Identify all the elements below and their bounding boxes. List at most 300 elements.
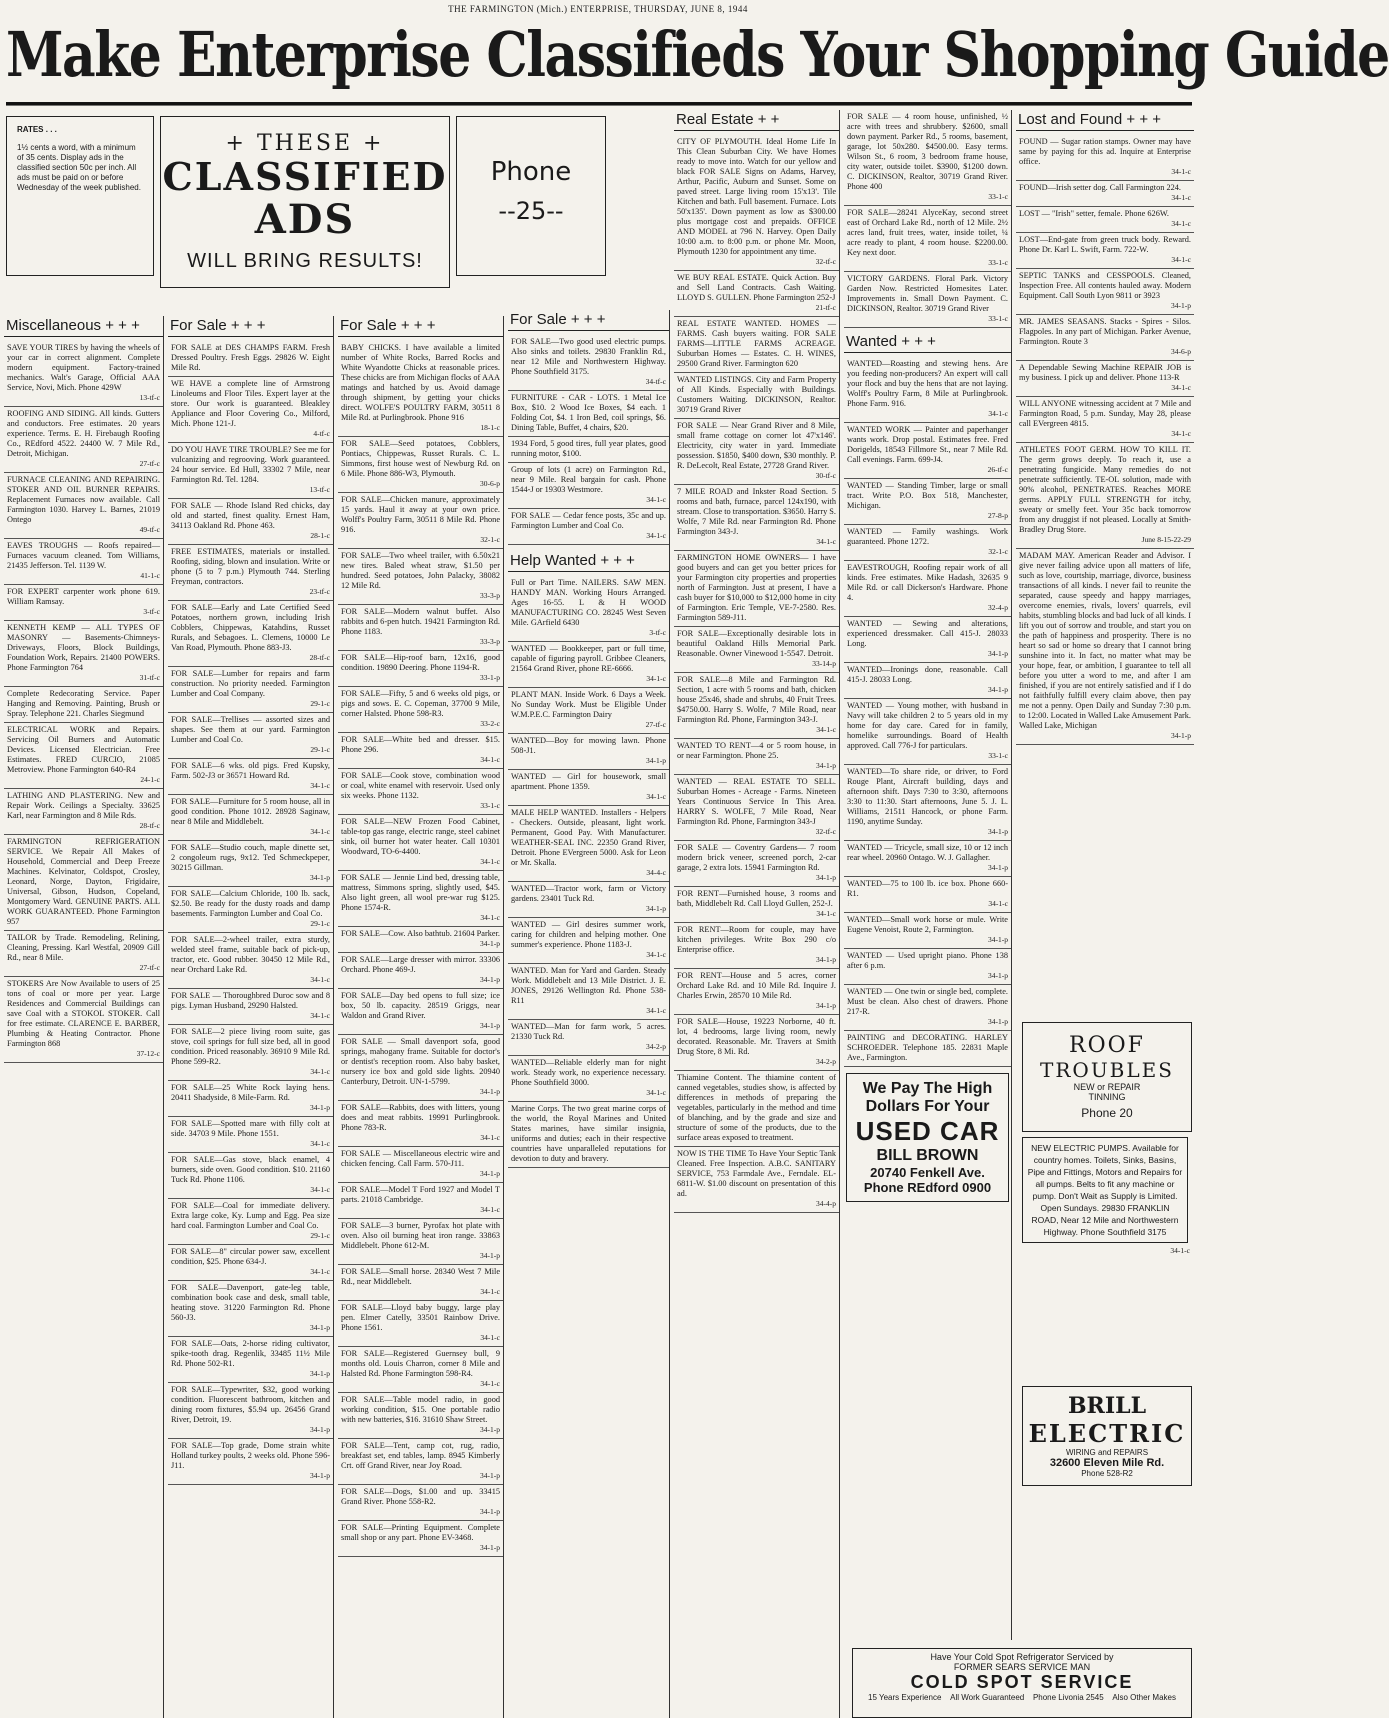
ad-text: FARMINGTON REFRIGERATION SERVICE. We Repair All Makes of Household, Commercial and Deep Freeze Machines. Kelvinator, Coldspot, Crosley, Leonard, Norge, Dayton, Frigidaire, Universal, Gibson, Hudson, Copeland, Montgomery Ward. GENUINE PARTS. ALL WORK GUARANTEED. Phone Farmington 957 xyxy=(7,837,160,926)
ad-code: 34-1-c xyxy=(310,975,330,984)
classified-ad xyxy=(4,585,163,621)
ad-code: 30-6-p xyxy=(480,479,500,488)
ad-code: 34-1-c xyxy=(1171,193,1191,202)
classified-ad xyxy=(338,1147,503,1183)
used-car-line-3: BILL BROWN xyxy=(876,1147,979,1164)
ad-text: EAVES TROUGHS — Roofs repaired—Furnaces vacuum cleaned. Tom Williams, 21435 Jefferson. Tel. 1139 W. xyxy=(7,541,160,570)
classified-ad xyxy=(168,713,333,759)
ad-text: FOR SALE—Exceptionally desirable lots in beautiful Oakland Hills Memorial Park. Reasonable. Owner Vinewood 1-5547. Detroit. xyxy=(677,629,836,658)
ad-text: FOR SALE—Coal for immediate delivery. Extra large coke, Ky. Lump and Egg. Pea size hard coal. Farmington Lumber and Coal Co. xyxy=(171,1201,330,1230)
classified-ad xyxy=(338,1347,503,1393)
ad-code: 33-1-c xyxy=(988,751,1008,760)
ad-code: 4-tf-c xyxy=(313,429,330,438)
ad-text: FOR SALE—8" circular power saw, excellent condition, $25. Phone 634-J. xyxy=(171,1247,330,1266)
ad-text: WANTED — Standing Timber, large or small tract. Write P.O. Box 518, Manchester, Michigan. xyxy=(847,481,1008,510)
classified-ad xyxy=(4,723,163,789)
ad-text: FOUND—Irish setter dog. Call Farmington 224. xyxy=(1019,183,1182,192)
column-for-sale-2 xyxy=(338,316,504,1718)
classified-ad xyxy=(338,1439,503,1485)
ad-text: FOR SALE—Chicken manure, approximately 15 yards. Haul it away at your own price. Wolff's Poultry Farm, 30511 8 Mile Rd. Phone 916. xyxy=(341,495,500,534)
cold-spot-line-3: COLD SPOT SERVICE xyxy=(910,1672,1134,1692)
classified-ad xyxy=(508,964,669,1020)
classified-ad xyxy=(508,509,669,545)
ad-code: 27-8-p xyxy=(988,511,1008,520)
ad-text: WANTED—Man for farm work, 5 acres. 21330 Tuck Rd. xyxy=(511,1022,666,1041)
ad-code: 32-4-p xyxy=(988,603,1008,612)
classified-ad xyxy=(1016,549,1194,745)
classified-ad xyxy=(1016,233,1194,269)
classified-ad xyxy=(674,485,839,551)
classified-ad xyxy=(844,663,1011,699)
ad-code: 34-1-p xyxy=(480,1087,500,1096)
ad-code: 34-1-c xyxy=(1171,429,1191,438)
cold-spot-details-row xyxy=(856,1693,1188,1702)
ad-code: 33-3-p xyxy=(480,637,500,646)
ad-text: FOR SALE—Lloyd baby buggy, large play pen. Elmer Catelly, 33501 Rainbow Drive. Phone 1561. xyxy=(341,1303,500,1332)
classified-ad xyxy=(674,969,839,1015)
ad-code: 34-1-p xyxy=(480,975,500,984)
rates-box xyxy=(6,116,154,276)
ad-code: 34-1-c xyxy=(988,899,1008,908)
ad-code: 13-tf-c xyxy=(309,485,330,494)
ad-text: FOR RENT—Furnished house, 3 rooms and bath, Middlebelt Rd. Call Lloyd Gullen, 252-J. xyxy=(677,889,836,908)
classified-ad xyxy=(1016,135,1194,181)
classified-ad xyxy=(844,699,1011,765)
ad-code: 27-tf-c xyxy=(139,963,160,972)
roof-line-4: TINNING xyxy=(1088,1092,1126,1102)
classified-ad xyxy=(338,493,503,549)
ad-text: WANTED — One twin or single bed, complete. Must be clean. Also chest of drawers. Phone 217-R. xyxy=(847,987,1008,1016)
classified-ad xyxy=(338,1101,503,1147)
column-for-sale-help-wanted xyxy=(508,310,670,1718)
classified-ad xyxy=(674,419,839,485)
classified-ad xyxy=(168,1199,333,1245)
ad-code: 34-1-p xyxy=(310,1471,330,1480)
classified-ad xyxy=(338,605,503,651)
electric-pumps-code: 34-1-c xyxy=(1170,1246,1190,1255)
section-heading-miscellaneous: Miscellaneous + + + xyxy=(4,316,163,337)
classified-ad xyxy=(508,642,669,688)
classified-ad xyxy=(338,815,503,871)
ad-code: 34-1-p xyxy=(816,1001,836,1010)
classified-ad xyxy=(168,377,333,443)
ad-code: 27-tf-c xyxy=(139,459,160,468)
classified-ad xyxy=(508,335,669,391)
ad-code: 34-1-c xyxy=(988,409,1008,418)
ad-code: 34-1-p xyxy=(988,971,1008,980)
classified-ad xyxy=(168,1025,333,1081)
classified-ad xyxy=(338,769,503,815)
ad-text: REAL ESTATE WANTED. HOMES — FARMS. Cash buyers waiting. FOR SALE FARMS—LITTLE FARMS ACREAGE. Suburban Homes — Estates. C. H. WINES, 29500 Grand River. Farmington 620 xyxy=(677,319,836,368)
column-miscellaneous xyxy=(4,316,164,1718)
classified-ad xyxy=(674,551,839,627)
ad-text: WANTED. Man for Yard and Garden. Steady Work. Middlebelt and 13 Mile District. J. E. JONES, 29126 Wellington Rd. Phone 538-R11 xyxy=(511,966,666,1005)
column-lost-and-found xyxy=(1016,110,1194,1010)
classified-ad xyxy=(508,437,669,463)
ad-code: 34-1-p xyxy=(988,827,1008,836)
cold-spot-service-ad xyxy=(852,1648,1192,1718)
ad-text: FOUND — Sugar ration stamps. Owner may have same by paying for this ad. Inquire at Enterprise office. xyxy=(1019,137,1191,166)
ad-code: 49-tf-c xyxy=(139,525,160,534)
roof-line-1: ROOF xyxy=(1069,1033,1145,1058)
ad-text: FOR SALE—2 piece living room suite, gas stove, coil springs for full size bed, all in good condition. Priced reasonably. 36910 9 Mile Rd. Phone 599-R2. xyxy=(171,1027,330,1066)
ad-code: 32-tf-c xyxy=(815,257,836,266)
classified-ad xyxy=(844,423,1011,479)
classified-ad xyxy=(844,877,1011,913)
ad-list-for-sale-1 xyxy=(168,341,333,1485)
ad-code: 34-1-p xyxy=(480,1507,500,1516)
ad-code: 31-tf-c xyxy=(139,673,160,682)
ad-text: FOR SALE—Davenport, gate-leg table, combination book case and desk, small table, heating stove. 31220 Farmington Rd. Phone 560-J3. xyxy=(171,1283,330,1322)
classified-ad xyxy=(168,667,333,713)
ad-text: FURNACE CLEANING AND REPAIRING. STOKER AND OIL BURNER REPAIRS. Replacement Furnaces now available. Call Farmington 1030. Harvey L. Barnes, 21019 Ontego xyxy=(7,475,160,524)
classified-ad xyxy=(168,499,333,545)
ad-text: WILL ANYONE witnessing accident at 7 Mile and Farmington Road, 5 p.m. Sunday, May 28, please call EVergreen 4815. xyxy=(1019,399,1191,428)
ad-code: 34-1-p xyxy=(480,1021,500,1030)
ad-text: WANTED — Family washings. Work guaranteed. Phone 1272. xyxy=(847,527,1008,546)
classified-ad xyxy=(4,621,163,687)
ad-text: MR. JAMES SEASANS. Stacks - Spires - Silos. Flagpoles. In any part of Michigan. Parker Avenue, Farmington. Route 3 xyxy=(1019,317,1191,346)
used-car-line-1: We Pay The High Dollars For Your xyxy=(862,1080,993,1115)
ad-code: 34-1-p xyxy=(310,873,330,882)
ad-code: 34-1-c xyxy=(1171,255,1191,264)
classified-ad xyxy=(168,601,333,667)
ad-text: FOR SALE — Jennie Lind bed, dressing table, mattress, Simmons spring, slightly used, $45. Also light green, all wool pre-war rug $125. Phone 1574-R. xyxy=(341,873,500,912)
ad-code: 29-1-c xyxy=(310,745,330,754)
ad-list-for-sale-2 xyxy=(338,341,503,1557)
ad-code: 34-1-c xyxy=(480,1133,500,1142)
classified-ad xyxy=(338,1485,503,1521)
ad-text: FOR SALE — Coventry Gardens— 7 room modern brick veneer, screened porch, 2-car garage, 2 extra lots. 15941 Farmington Rd. xyxy=(677,843,836,872)
ad-text: LOST—End-gate from green truck body. Reward. Phone Dr. Karl L. Swift, Farm. 722-W. xyxy=(1019,235,1191,254)
section-heading-for-sale-3: For Sale + + + xyxy=(508,310,669,331)
ad-code: 33-3-p xyxy=(480,591,500,600)
ad-code: 34-1-p xyxy=(310,1323,330,1332)
ad-text: WE HAVE a complete line of Armstrong Linoleums and Floor Tiles. Expert layer at the store. Our work is guaranteed. Bleakley Appliance and Floor Covering Co., Milford, Mich. Phone 121-J. xyxy=(171,379,330,428)
classified-ad xyxy=(1016,269,1194,315)
ad-text: FOR SALE—Furniture for 5 room house, all in good condition. Phone 1012. 28928 Saginaw, near 8 Mile and Middlebelt. xyxy=(171,797,330,826)
classified-ad xyxy=(168,545,333,601)
classified-ad xyxy=(4,473,163,539)
section-heading-for-sale-2: For Sale + + + xyxy=(338,316,503,337)
roof-line-5: Phone 20 xyxy=(1081,1106,1133,1120)
dateline: THE FARMINGTON (Mich.) ENTERPRISE, THURSDAY, JUNE 8, 1944 xyxy=(448,4,748,14)
ad-text: FOR SALE — Cedar fence posts, 35c and up. Farmington Lumber and Coal Co. xyxy=(511,511,666,530)
ad-code: 34-1-c xyxy=(646,1088,666,1097)
electric-pumps-ad xyxy=(1020,1134,1190,1374)
classified-ad xyxy=(844,913,1011,949)
rates-title: RATES . . . xyxy=(17,125,57,134)
classified-ad xyxy=(508,463,669,509)
classified-ad xyxy=(674,1015,839,1071)
used-car-line-5: Phone REdford 0900 xyxy=(863,1180,992,1195)
ad-code: 34-1-p xyxy=(988,863,1008,872)
cold-spot-line-5: Phone Livonia 2545 xyxy=(1032,1693,1104,1702)
section-heading-for-sale-1: For Sale + + + xyxy=(168,316,333,337)
ad-text: Complete Redecorating Service. Paper Hanging and Removing. Painting, Brush or Spray. Telephone 221. Charles Siegmund xyxy=(7,689,160,718)
ad-text: FOR SALE—Seed potatoes, Cobblers, Pontiacs, Chippewas, Russet Rurals. C. L. Simmons, first house west of Newburg Rd. on 6 Mile. Phone 886-W3, Plymouth. xyxy=(341,439,500,478)
classified-ad xyxy=(508,688,669,734)
ad-code: 34-2-p xyxy=(646,1042,666,1051)
classified-ad xyxy=(4,789,163,835)
ad-code: 28-tf-c xyxy=(309,653,330,662)
ad-text: VICTORY GARDENS. Floral Park. Victory Garden Now. Restricted Homesites Later. Improvements in. Small Down Payment. C. DICKINSON, Realtor. 30719 Grand River xyxy=(847,274,1008,313)
ad-code: 34-1-c xyxy=(310,781,330,790)
ad-text: FOR SALE — Rhode Island Red chicks, day old and started, finest quality. Ernest Ham, 34113 Oakland Rd. Phone 463. xyxy=(171,501,330,530)
ad-code: 34-1-p xyxy=(480,1251,500,1260)
cold-spot-line-7: Also Other Makes xyxy=(1112,1693,1176,1702)
ad-text: WANTED — Bookkeeper, part or full time, capable of figuring payroll. Gribbee Cleaners, 21564 Grand River, phone RE-6666. xyxy=(511,644,666,673)
classified-ad xyxy=(1016,315,1194,361)
classified-ad xyxy=(338,1521,503,1557)
ad-text: Marine Corps. The two great marine corps of the world, the Royal Marines and United States marines, have similar insignia, uniforms and duties; each in their respective countries have unparalleled reputations for devotion to duty and bravery. xyxy=(511,1104,666,1163)
ad-code: 34-1-c xyxy=(1171,167,1191,176)
ad-text: ATHLETES FOOT GERM. HOW TO KILL IT. The germ grows deeply. To reach it, use a penetrating fungicide. Many remedies do not penetrate sufficiently. TE-OL solution, made with 90% alcohol, PENETRATES. Reaches MORE germs. APPLY FULL STRENGTH for itchy, sweaty or smelly feet. Your 35c back tomorrow from any druggist if not pleased. Locally at Smith-Bradley Drug Store. xyxy=(1019,445,1191,534)
brill-electric-ad xyxy=(1022,1386,1192,1486)
classified-ad xyxy=(4,931,163,977)
ad-text: FOR SALE—House, 19223 Norborne, 40 ft. lot, 4 bedrooms, large living room, newly decorated. Reasonable. Mr. Travers at Smith Drug Store, 8 Mi. Rd. xyxy=(677,1017,836,1056)
ad-text: WANTED TO RENT—4 or 5 room house, in or near Farmington. Phone 25. xyxy=(677,741,836,760)
ad-code: 29-1-c xyxy=(310,919,330,928)
classified-ad xyxy=(338,651,503,687)
ad-code: 34-1-p xyxy=(816,873,836,882)
ad-code: 34-1-p xyxy=(1171,731,1191,740)
ad-code: 34-1-c xyxy=(480,755,500,764)
classified-ad xyxy=(674,673,839,739)
classified-ad xyxy=(674,373,839,419)
ad-text: FOR SALE—Modern walnut buffet. Also rabbits and 6-pen hutch. 19421 Farmington Rd. Phone 1183. xyxy=(341,607,500,636)
classified-ad xyxy=(168,1337,333,1383)
classified-ad xyxy=(508,1102,669,1168)
ad-text: FOR SALE — Near Grand River and 8 Mile, small frame cottage on corner lot 47'x146'. Electricity, city water in yard. Immediate possession. $1850, $400 down, $30 monthly. P. R. DeLecolt, Real Estate, 27728 Grand River. xyxy=(677,421,836,470)
section-heading-real-estate: Real Estate + + xyxy=(674,110,839,131)
classified-ad xyxy=(674,775,839,841)
column-wanted xyxy=(844,110,1012,1640)
ad-code: 34-1-p xyxy=(988,1017,1008,1026)
ad-text: WANTED — Girl desires summer work, caring for children and helping mother. One summer's experience. Phone 1183-J. xyxy=(511,920,666,949)
ad-text: FOR SALE—Dogs, $1.00 and up. 33415 Grand River. Phone 558-R2. xyxy=(341,1487,500,1506)
classified-ad xyxy=(338,341,503,437)
classified-ad xyxy=(168,933,333,989)
classified-ad xyxy=(338,1301,503,1347)
ad-code: 33-14-p xyxy=(812,659,836,668)
classified-ad xyxy=(168,1153,333,1199)
classified-ad xyxy=(508,806,669,882)
ad-code: 34-1-p xyxy=(988,649,1008,658)
ad-text: FOR SALE—Top grade, Dome strain white Holland turkey poults, 2 weeks old. Phone 596-J11. xyxy=(171,1441,330,1470)
classified-ad xyxy=(338,927,503,953)
classified-ad xyxy=(674,841,839,887)
ad-text: FOR SALE at DES CHAMPS FARM. Fresh Dressed Poultry. Fresh Eggs. 29826 W. Eight Mile Rd. xyxy=(171,343,330,372)
classified-ad xyxy=(338,1393,503,1439)
ad-code: 34-1-p xyxy=(480,1425,500,1434)
ad-text: PLANT MAN. Inside Work. 6 Days a Week. No Sunday Work. Must be Eligible Under W.M.P.E.C. Farmington Dairy xyxy=(511,690,666,719)
classified-ad xyxy=(338,733,503,769)
ad-code: 32-1-c xyxy=(988,547,1008,556)
ad-code: 34-1-p xyxy=(646,904,666,913)
ad-code: 34-1-c xyxy=(480,857,500,866)
ad-code: 34-1-p xyxy=(480,1169,500,1178)
brill-line-5: Phone 528-R2 xyxy=(1081,1469,1133,1478)
brill-line-2: ELECTRIC xyxy=(1028,1419,1186,1448)
ad-code: 23-tf-c xyxy=(309,587,330,596)
classified-ad xyxy=(1016,397,1194,443)
ad-text: NOW IS THE TIME To Have Your Septic Tank Cleaned. Free Inspection. A.B.C. SANITARY SERVICE, 753 Farmdale Ave., Ferndale. EL-6811-W. $1.00 discount on presentation of this ad. xyxy=(677,1149,836,1198)
ad-code: 41-1-c xyxy=(140,571,160,580)
ad-text: WANTED — REAL ESTATE TO SELL. Suburban Homes - Acreage - Farms. Nineteen Years Continuous Service In This Area. HARRY S. WOLFE, 7 Mile Road, Near Farmington Rd. Phone, Farmington 343-J xyxy=(677,777,836,826)
ad-list-lost-and-found xyxy=(1016,135,1194,745)
classified-ad xyxy=(4,341,163,407)
ad-text: KENNETH KEMP — ALL TYPES OF MASONRY — Basements-Chimneys-Driveways, Floors, Block Buildings, Foundation Work, Repairs. 21400 POWERS. Phone Farmington 764 xyxy=(7,623,160,672)
ad-code: 33-1-p xyxy=(480,673,500,682)
classified-ad xyxy=(844,841,1011,877)
ad-code: 29-1-c xyxy=(310,699,330,708)
ad-text: WANTED—Reliable elderly man for night work. Steady work, no experience necessary. Phone Southfield 3000. xyxy=(511,1058,666,1087)
classified-ad xyxy=(674,627,839,673)
classified-ad xyxy=(508,391,669,437)
ad-text: FOR SALE—Lumber for repairs and farm construction. No priority needed. Farmington Lumber and Coal Company. xyxy=(171,669,330,698)
ad-text: 1934 Ford, 5 good tires, full year plates, good running motor, $100. xyxy=(511,439,666,458)
ad-text: FOR SALE—NEW Frozen Food Cabinet, table-top gas range, electric range, steel cabinet sink, oil burner hot water heater. Call 10301 Woodward, TO-6-4400. xyxy=(341,817,500,856)
classified-ad xyxy=(338,549,503,605)
ad-code: 34-1-c xyxy=(310,827,330,836)
ad-code: 34-1-c xyxy=(646,950,666,959)
ad-text: FOR SALE—Day bed opens to full size; ice box, 50 lb. capacity. 28519 Griggs, near Waldon and Grand River. xyxy=(341,991,500,1020)
ad-text: WANTED — Used upright piano. Phone 138 after 6 p.m. xyxy=(847,951,1008,970)
ad-code: 29-1-c xyxy=(310,1231,330,1240)
classified-ad xyxy=(338,1219,503,1265)
classified-ad xyxy=(4,977,163,1063)
classified-ad xyxy=(844,985,1011,1031)
classified-ad xyxy=(168,443,333,499)
ad-text: FOR SALE — Thoroughbred Duroc sow and 8 pigs. Lyman Husband, 29290 Halsted. xyxy=(171,991,330,1010)
ad-text: WANTED — Girl for housework, small apartment. Phone 1359. xyxy=(511,772,666,791)
ad-text: LATHING AND PLASTERING. New and Repair Work. Ceilings a Specialty. 33625 Karl, near Farmington and 8 Mile Rds. xyxy=(7,791,160,820)
ad-code: 34-1-c xyxy=(310,1267,330,1276)
ad-code: 37-12-c xyxy=(136,1049,160,1058)
brill-line-3: WIRING and REPAIRS xyxy=(1065,1448,1149,1457)
ad-list-real-estate-continued xyxy=(844,110,1011,328)
ad-text: FOR SALE—Small horse. 28340 West 7 Mile Rd., near Middlebelt. xyxy=(341,1267,500,1286)
classified-ad xyxy=(338,1035,503,1101)
classified-ad xyxy=(508,576,669,642)
ad-text: FOR SALE—28241 AlyceKay, second street east of Orchard Lake Rd., north of 12 Mile. 2½ acres land, fruit trees, water, inside toilet, ¼ acre ready to plant, 4 room house. $2200.00. Key next door. xyxy=(847,208,1008,257)
ad-code: 34-1-p xyxy=(816,761,836,770)
ad-text: FOR SALE—Model T Ford 1927 and Model T parts. 21018 Cambridge. xyxy=(341,1185,500,1204)
ad-code: 28-1-c xyxy=(310,531,330,540)
ad-text: PAINTING and DECORATING. HARLEY SCHROEDER. Telephone 185. 22831 Maple Ave., Farmington. xyxy=(847,1033,1008,1062)
ad-text: TAILOR by Trade. Remodeling, Relining, Cleaning, Pressing. Karl Westfal, 20909 Gill Rd., near 8 Mile. xyxy=(7,933,160,962)
used-car-line-4: 20740 Fenkell Ave. xyxy=(870,1165,985,1180)
classified-ad xyxy=(168,1245,333,1281)
ad-text: SAVE YOUR TIRES by having the wheels of your car in correct alignment. Complete modern equipment. Factory-trained mechanics. Walt's Garage, Official AAA Service, Novi, Mich. Phone 429W xyxy=(7,343,160,392)
classified-ad xyxy=(844,949,1011,985)
classified-ad xyxy=(4,835,163,931)
ad-text: FOR SALE — Miscellaneous electric wire and chicken fencing. Call Farm. 570-J11. xyxy=(341,1149,500,1168)
classified-ad xyxy=(844,479,1011,525)
ad-text: FOR SALE—Table model radio, in good working condition, $15. One portable radio with new batteries, $16. 31610 Shaw Street. xyxy=(341,1395,500,1424)
ad-text: FOR SALE—8 Mile and Farmington Rd. Section, 1 acre with 5 rooms and bath, chicken house 25x46, shade and shrubs, 40 Fruit Trees. $4750.00. Harry S. Wolfe, 7 Mile Road, near Farmington Rd. Phone, Farmington 343-J. xyxy=(677,675,836,724)
ad-code: 21-tf-c xyxy=(815,303,836,312)
classified-ad xyxy=(508,734,669,770)
ad-text: FOR SALE—Registered Guernsey bull, 9 months old. Louis Charron, corner 8 Mile and Halsted Rd. Phone Farmington 598-R4. xyxy=(341,1349,500,1378)
ad-text: WANTED—Boy for mowing lawn. Phone 508-J1. xyxy=(511,736,666,755)
ad-code: 34-1-c xyxy=(310,1067,330,1076)
ad-code: 18-1-c xyxy=(480,423,500,432)
column-real-estate xyxy=(674,110,840,1718)
ad-text: FREE ESTIMATES, materials or installed. Roofing, siding, blown and insulation. Write or phone (5 to 7 p.m.) Plymouth 744. Sterling Freyman, contractors. xyxy=(171,547,330,586)
ad-text: FOR SALE—3 burner, Pyrofax hot plate with oven. Also oil burning heat iron range. 33863 Middlebelt. Phone 612-M. xyxy=(341,1221,500,1250)
phone-label: Phone xyxy=(490,157,572,187)
ad-text: FOR SALE—Oats, 2-horse riding cultivator, spike-tooth drag. Regenlik, 33485 11½ Mile Rd. Phone 502-R1. xyxy=(171,1339,330,1368)
ad-code: June 8-15-22-29 xyxy=(1141,535,1191,544)
classified-ad xyxy=(508,882,669,918)
classified-ad xyxy=(4,539,163,585)
ad-code: 27-tf-c xyxy=(645,720,666,729)
ad-text: MALE HELP WANTED. Installers - Helpers - Checkers. Outside, pleasant, light work. Permanent, Good Pay. With Manufacturer. WEATHER-SEAL INC. 22350 Grand River, Detroit. Phone EVergreen 5000. Ask for Leon or Mr. Skalla. xyxy=(511,808,666,867)
brill-line-4: 32600 Eleven Mile Rd. xyxy=(1049,1457,1165,1469)
classified-ad xyxy=(338,989,503,1035)
used-car-line-2: USED CAR xyxy=(855,1116,1000,1146)
ad-text: FOR SALE—6 wks. old pigs. Fred Kupsky, Farm. 502-J3 or 36571 Howard Rd. xyxy=(171,761,330,780)
ad-code: 34-1-c xyxy=(1171,383,1191,392)
banner-these: + THESE + xyxy=(225,131,385,156)
ad-code: 34-1-c xyxy=(310,1139,330,1148)
ad-text: WE BUY REAL ESTATE. Quick Action. Buy and Sell Land Contracts. Cash Waiting. LLOYD S. GULLEN. Phone Farmington 252-J xyxy=(677,273,836,302)
classified-ad xyxy=(844,272,1011,328)
ad-text: MADAM MAY. American Reader and Advisor. I give never failing advice upon all matters of life, such as love, courtship, marriage, divorce, business transactions of all kinds. I never fail to reunite the separated, cause speedy and happy marriages, overcome enemies, rivals, lovers' quarrels, evil habits, stumbling blocks and bad luck of all kinds. I lift you out of sorrow and trouble, and start you on the path of happiness and prosperity. There is no heart so sad or home so dreary that I cannot bring sunshine into it. In fact, no matter what may be your hope, fear, or ambition, I guarantee to tell all before you utter a word to me, and after I am finished, if you are not entirely satisfied and if I do not faithfully fulfill every claim above, then pay me not a penny. Open Daily and Sunday 7:30 p.m. to 12:00. Located in Walled Lake Amusement Park. Walled Lake, Michigan xyxy=(1019,551,1191,730)
ad-code: 34-4-p xyxy=(816,1199,836,1208)
ad-code: 34-1-p xyxy=(1171,301,1191,310)
classified-ad xyxy=(844,765,1011,841)
ad-code: 34-1-c xyxy=(1171,219,1191,228)
ad-code: 34-1-c xyxy=(646,674,666,683)
ad-text: LOST — "Irish" setter, female. Phone 626W. xyxy=(1019,209,1169,218)
ad-code: 34-1-p xyxy=(480,939,500,948)
section-heading-wanted: Wanted + + + xyxy=(844,332,1011,353)
classified-ad xyxy=(1016,207,1194,233)
ad-code: 32-tf-c xyxy=(815,827,836,836)
ad-code: 33-1-c xyxy=(480,801,500,810)
ad-text: FOR SALE—Calcium Chloride, 100 lb. sack, $2.50. Be ready for the dusty roads and damp basements. Farmington Lumber and Coal Co. xyxy=(171,889,330,918)
classified-ad xyxy=(674,317,839,373)
ad-text: A Dependable Sewing Machine REPAIR JOB is my business. I pick up and deliver. Phone 113-R xyxy=(1019,363,1191,382)
ad-code: 34-1-c xyxy=(480,1205,500,1214)
ad-code: 34-6-p xyxy=(1171,347,1191,356)
ad-code: 34-1-p xyxy=(988,685,1008,694)
ad-text: Group of lots (1 acre) on Farmington Rd., near 9 Mile. Real bargain for cash. Phone 1544-J or 19303 Westmore. xyxy=(511,465,666,494)
ad-code: 34-1-p xyxy=(310,1369,330,1378)
ad-text: ELECTRICAL WORK and Repairs. Servicing Oil Burners and Automatic Devices. Licensed Electrician. Free Estimates. FRED CURCIO, 21085 Metroview. Phone Farmington 640-R4 xyxy=(7,725,160,774)
used-car-ad xyxy=(846,1073,1009,1202)
ad-text: FOR SALE—Typewriter, $32, good working condition. Fluorescent bathroom, kitchen and dining room fixtures, $5.94 up. 26456 Grand River, Detroit, 19. xyxy=(171,1385,330,1424)
ad-text: FOR RENT—Room for couple, may have kitchen privileges. Write Box 290 c/o Enterprise office. xyxy=(677,925,836,954)
ad-text: FOR SALE—Two wheel trailer, with 6.50x21 new tires. Baled wheat straw, $1.50 per hundred. Seed potatoes, John Palacky, 38082 12 Mile Rd. xyxy=(341,551,500,590)
classified-ad xyxy=(168,759,333,795)
classified-ad xyxy=(674,887,839,923)
ad-list-real-estate xyxy=(674,135,839,1213)
ad-text: STOKERS Are Now Available to users of 25 tons of coal or more per year. Large Residences and Commercial Buildings can save Coal with a STOKOL STOKER. Call for free estimate. CLARENCE E. BARBER, Plumbing & Heating Contractor. Phone Farmington 868 xyxy=(7,979,160,1048)
ad-code: 34-1-c xyxy=(310,1011,330,1020)
ad-text: FOR SALE—Hip-roof barn, 12x16, good condition. 19890 Deering. Phone 1194-R. xyxy=(341,653,500,672)
ad-text: FOR SALE — Small davenport sofa, good springs, mahogany frame. Suitable for doctor's or dentist's reception room. Also baby basket, nursery ice box and gold side lights. 20940 Canterbury, Detroit. UN-1-5799. xyxy=(341,1037,500,1086)
ad-list-wanted xyxy=(844,357,1011,1067)
cold-spot-line-4: 15 Years Experience xyxy=(868,1693,942,1702)
classified-ad xyxy=(168,1081,333,1117)
ad-text: FOR SALE—Tent, camp cot, rug, radio, breakfast set, end tables, lamp. 8945 Kimberly Crt. off Grand River, near Joy Road. xyxy=(341,1441,500,1470)
ad-text: FOR SALE—Rabbits, does with litters, young does and meat rabbits. 19991 Purlingbrook. Phone 783-R. xyxy=(341,1103,500,1132)
classified-ad xyxy=(508,1020,669,1056)
